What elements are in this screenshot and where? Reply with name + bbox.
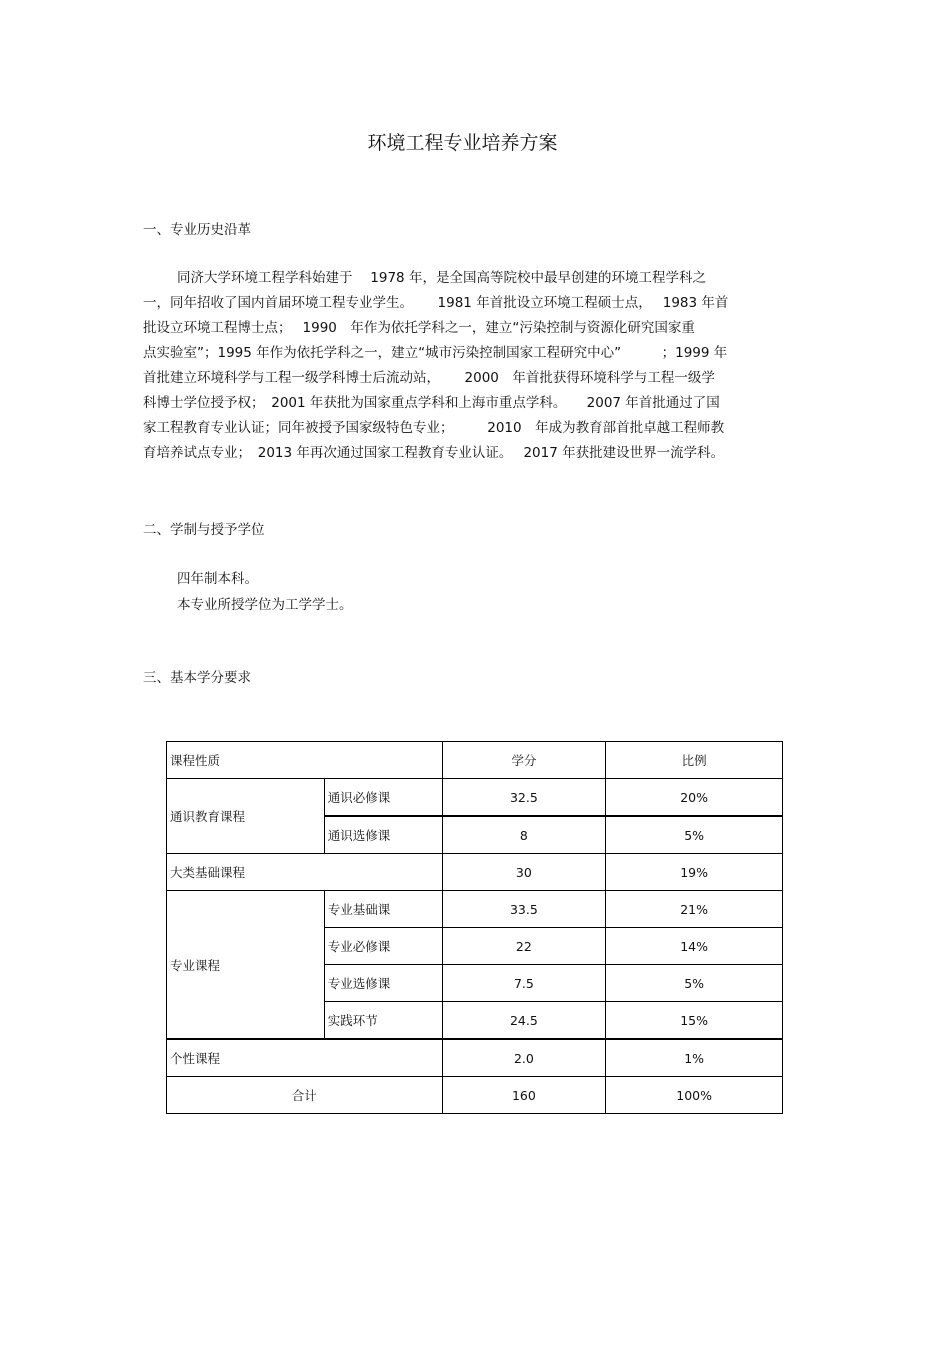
table-row bbox=[167, 1039, 783, 1077]
course-credits: 30 bbox=[442, 854, 606, 891]
group-label-personal: 个性课程 bbox=[167, 1039, 443, 1077]
credits-table bbox=[166, 741, 783, 1114]
course-credits: 22 bbox=[442, 928, 606, 965]
section-heading-credits: 三、基本学分要求 bbox=[143, 670, 251, 686]
course-name: 实践环节 bbox=[324, 1002, 442, 1040]
group-label-foundation: 大类基础课程 bbox=[167, 854, 443, 891]
course-name: 通识必修课 bbox=[324, 779, 442, 817]
table-row bbox=[167, 891, 783, 928]
header-category: 课程性质 bbox=[167, 742, 443, 779]
group-label-general: 通识教育课程 bbox=[167, 779, 325, 854]
page-title: 环境工程专业培养方案 bbox=[367, 132, 558, 154]
course-ratio: 14% bbox=[606, 928, 783, 965]
total-label: 合计 bbox=[167, 1077, 443, 1114]
course-ratio: 15% bbox=[606, 1002, 783, 1040]
paragraph-line: 同济大学环境工程学科始建于 1978 年，是全国高等院校中最早创建的环境工程学科之 bbox=[177, 270, 706, 286]
paragraph-line: 批设立环境工程博士点； 1990 年作为依托学科之一，建立“污染控制与资源化研究国家重 bbox=[143, 320, 695, 336]
course-credits: 33.5 bbox=[442, 891, 606, 928]
course-ratio: 21% bbox=[606, 891, 783, 928]
total-ratio: 100% bbox=[606, 1077, 783, 1114]
table-row bbox=[167, 854, 783, 891]
group-label-major: 专业课程 bbox=[167, 891, 325, 1040]
course-name: 专业基础课 bbox=[324, 891, 442, 928]
header-ratio: 比例 bbox=[606, 742, 783, 779]
section-heading-degree: 二、学制与授予学位 bbox=[143, 522, 265, 538]
header-credits: 学分 bbox=[442, 742, 606, 779]
degree-type: 本专业所授学位为工学学士。 bbox=[177, 597, 353, 613]
course-ratio: 5% bbox=[606, 965, 783, 1002]
course-credits: 7.5 bbox=[442, 965, 606, 1002]
course-name: 通识选修课 bbox=[324, 816, 442, 854]
section-heading-history: 一、专业历史沿革 bbox=[143, 222, 251, 238]
course-credits: 2.0 bbox=[442, 1039, 606, 1077]
paragraph-line: 首批建立环境科学与工程一级学科博士后流动站， 2000 年首批获得环境科学与工程一级学 bbox=[143, 370, 715, 386]
paragraph-line: 家工程教育专业认证；同年被授予国家级特色专业； 2010 年成为教育部首批卓越工程师教 bbox=[143, 420, 725, 436]
table-header-row bbox=[167, 742, 783, 779]
paragraph-line: 点实验室”；1995 年作为依托学科之一，建立“城市污染控制国家工程研究中心” ；1999 年 bbox=[143, 345, 728, 361]
table-row bbox=[167, 779, 783, 817]
total-credits: 160 bbox=[442, 1077, 606, 1114]
table-total-row bbox=[167, 1077, 783, 1114]
course-credits: 24.5 bbox=[442, 1002, 606, 1040]
paragraph-line: 科博士学位授予权； 2001 年获批为国家重点学科和上海市重点学科。 2007 年首批通过了国 bbox=[143, 395, 720, 411]
degree-duration: 四年制本科。 bbox=[177, 571, 258, 587]
course-name: 专业选修课 bbox=[324, 965, 442, 1002]
course-ratio: 1% bbox=[606, 1039, 783, 1077]
course-ratio: 19% bbox=[606, 854, 783, 891]
course-ratio: 5% bbox=[606, 816, 783, 854]
course-ratio: 20% bbox=[606, 779, 783, 817]
paragraph-line: 一，同年招收了国内首届环境工程专业学生。 1981 年首批设立环境工程硕士点， 1983 年首 bbox=[143, 295, 729, 311]
course-name: 专业必修课 bbox=[324, 928, 442, 965]
paragraph-line: 育培养试点专业； 2013 年再次通过国家工程教育专业认证。 2017 年获批建设世界一流学科。 bbox=[143, 445, 725, 461]
course-credits: 8 bbox=[442, 816, 606, 854]
course-credits: 32.5 bbox=[442, 779, 606, 817]
